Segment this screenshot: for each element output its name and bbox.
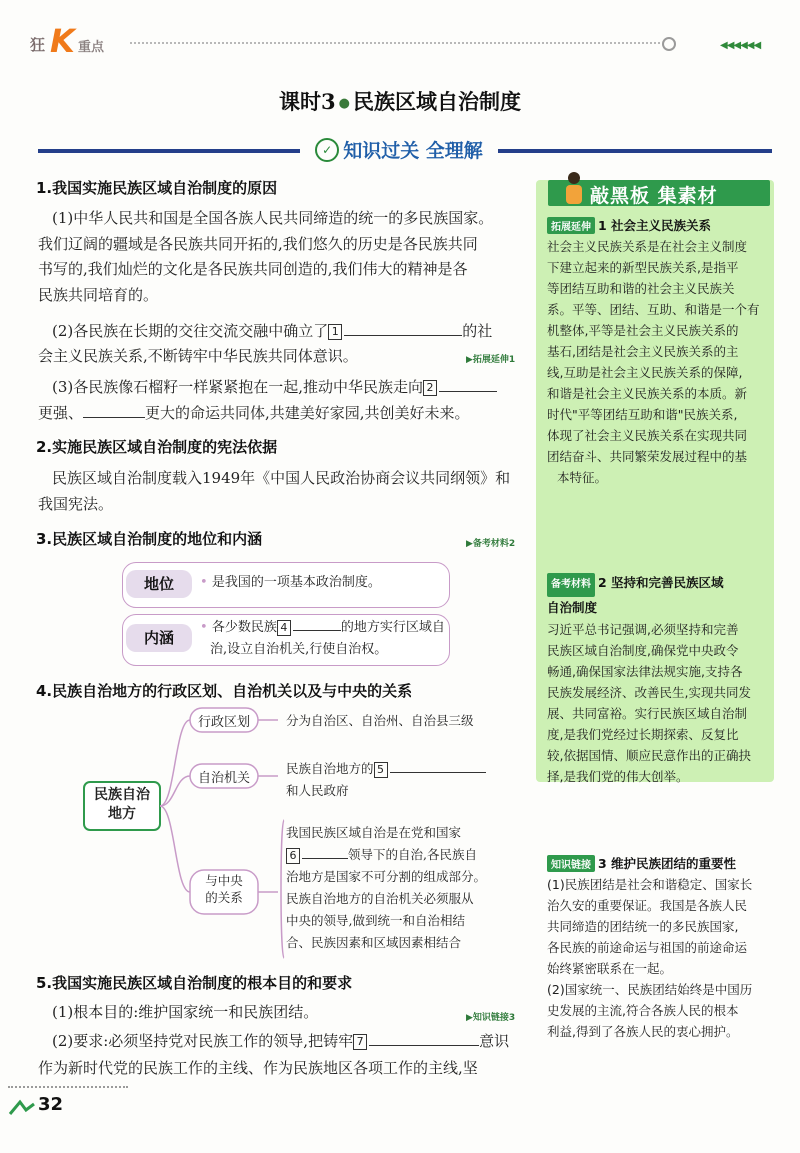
text-line: 史发展的主流,符合各族人民的根本 <box>547 1003 739 1018</box>
text-line: 民族自治 <box>94 787 150 803</box>
text-span: 更强、 <box>38 404 84 422</box>
section-5-para-2 <box>52 1028 509 1055</box>
text-span: 的社 <box>462 322 493 340</box>
sidebar-block-3 <box>547 854 769 1042</box>
text-line: 与中央 <box>205 873 243 888</box>
top-divider <box>130 42 660 44</box>
section-4-heading: 4.民族自治地方的行政区划、自治机关以及与中央的关系 <box>36 682 413 700</box>
section-1-para-2 <box>52 318 532 345</box>
block-2-body <box>547 619 769 787</box>
text-line: 治地方是国家不可分割的组成部分。 <box>286 869 487 884</box>
text-line: 团结奋斗、共同繁荣发展过程中的基 <box>547 449 748 464</box>
block-1-body <box>547 236 769 488</box>
lesson-separator-icon: ● <box>338 96 350 111</box>
text-line: 治久安的重要保证。我国是各族人民 <box>547 898 748 913</box>
tag-extension-1[interactable]: ▶拓展延伸1 <box>466 355 516 365</box>
text-line: 民族区域自治制度载入1949年《中国人民政治协商会议共同纲领》和 <box>52 469 511 487</box>
text-span: 各少数民族 <box>211 620 277 635</box>
blank-number: 7 <box>353 1034 367 1050</box>
blank-number: 6 <box>286 848 300 864</box>
section-5-heading: 5.我国实施民族区域自治制度的根本目的和要求 <box>36 974 353 992</box>
branch-line <box>160 776 190 806</box>
text-span: 民族自治地方的 <box>286 761 374 776</box>
section-banner <box>302 136 496 164</box>
lesson-number: 课时3 <box>279 89 336 114</box>
text-line: 和谐是社会主义民族关系的本质。新 <box>547 386 748 401</box>
text-span: 1 社会主义民族关系 <box>598 218 712 233</box>
block-3-body <box>547 874 769 1042</box>
branch-label-3 <box>190 872 258 906</box>
text-line: 较,依据国情、顺应民意作出的正确抉 <box>547 748 751 763</box>
text-line: 民族发展经济、改善民生,实现共同发 <box>547 685 751 700</box>
brace <box>281 820 284 958</box>
text-line: 习近平总书记强调,必须坚持和完善 <box>547 622 739 637</box>
text-line: 地方 <box>108 806 136 822</box>
page-number: 32 <box>38 1094 64 1115</box>
brand-text-b: 重点 <box>78 40 105 55</box>
branch-label-2: 自治机关 <box>197 771 250 786</box>
branch-2-text <box>286 758 486 802</box>
text-line: 各民族的前途命运与祖国的前途命运 <box>547 940 748 955</box>
block-3-heading <box>547 854 769 872</box>
text-line: 基石,团结是社会主义民族关系的主 <box>547 344 739 359</box>
text-span: (3)各民族像石榴籽一样紧紧抱在一起,推动中华民族走向 <box>52 378 424 396</box>
page-number-badge <box>8 1094 86 1118</box>
text-line: 民族区域自治制度,确保党中央政令 <box>547 643 739 658</box>
branch-line <box>160 720 190 806</box>
text-span: 意识 <box>479 1032 510 1050</box>
text-line: (1)中华人民共和国是全国各族人民共同缔造的统一的多民族国家。 <box>52 209 494 227</box>
branch-line <box>160 806 190 892</box>
brand-text-a: 狂 <box>30 36 46 54</box>
text-line: 下建立起来的新型民族关系,是指平 <box>547 260 739 275</box>
branch-1-text: 分为自治区、自治州、自治县三级 <box>286 713 474 728</box>
text-line: 机整体,平等是社会主义民族关系的 <box>547 323 739 338</box>
text-span: 2 坚持和完善民族区域 <box>598 575 724 590</box>
text-line: 和人民政府 <box>286 783 349 798</box>
text-line: 择,是我们党的伟大创举。 <box>547 769 689 784</box>
text-span: (2)各民族在长期的交往交流交融中确立了 <box>52 322 329 340</box>
section-1-para-1 <box>38 206 532 308</box>
text-line: 本特征。 <box>557 470 608 485</box>
connotation-label: 内涵 <box>126 624 192 652</box>
brand-logo <box>30 22 120 62</box>
text-line: (1)民族团结是社会和谐稳定、国家长 <box>547 877 753 892</box>
text-line: 的关系 <box>205 890 243 905</box>
brand-k: K <box>50 22 75 60</box>
block-2-heading <box>547 572 769 619</box>
text-line: 展、共同富裕。实行民族区域自治制 <box>547 706 748 721</box>
text-span: 的地方实行区域自 <box>340 620 445 635</box>
text-span: 更大的命运共同体,共建美好家园,共创美好未来。 <box>145 404 470 422</box>
text-line: 民族自治地方的自治机关必须服从 <box>286 891 474 906</box>
blank-field[interactable] <box>390 758 486 773</box>
section-5-para-3: 作为新时代党的民族工作的主线、作为民族地区各项工作的主线,坚 <box>38 1059 478 1077</box>
section-2-para <box>38 466 532 517</box>
section-3-heading: 3.民族区域自治制度的地位和内涵 <box>36 530 263 548</box>
text-line: 书写的,我们灿烂的文化是各民族共同创造的,我们伟大的精神是各 <box>38 260 468 278</box>
banner-title: 知识过关 全理解 <box>343 140 483 162</box>
text-line: 度,是我们党经过长期探索、反复比 <box>547 727 739 742</box>
footer-divider <box>8 1086 128 1088</box>
check-icon: ✓ <box>315 138 339 162</box>
section-1-heading: 1.我国实施民族区域自治制度的原因 <box>36 179 278 197</box>
lesson-subject: 民族区域自治制度 <box>352 89 521 114</box>
text-line: 等团结互助和谐的社会主义民族关 <box>547 281 735 296</box>
sidebar-title: 敲黑板 集素材 <box>590 185 718 207</box>
blank-field[interactable] <box>83 400 145 418</box>
tag-knowledge-link-3[interactable]: ▶知识链接3 <box>466 1013 516 1023</box>
blank-field[interactable] <box>344 318 462 336</box>
text-line: 社会主义民族关系是在社会主义制度 <box>547 239 748 254</box>
text-line: 我国民族区域自治是在党和国家 <box>286 825 462 840</box>
text-line: 我国宪法。 <box>38 494 114 513</box>
text-line: 共同缔造的团结统一的多民族国家, <box>547 919 739 934</box>
block-1-heading <box>547 216 769 234</box>
text-span: 3 维护民族团结的重要性 <box>598 856 737 871</box>
text-line: 系。平等、团结、互助、和谐是一个有 <box>547 302 760 317</box>
section-5-para-1: (1)根本目的:维护国家统一和民族团结。 <box>52 1003 319 1021</box>
teacher-icon <box>560 170 588 206</box>
sidebar-block-1 <box>547 216 769 488</box>
status-text: • 是我国的一项基本政治制度。 <box>200 575 381 590</box>
section-1-para-3b <box>38 400 470 427</box>
section-1-para-2b: 会主义民族关系,不断铸牢中华民族共同体意识。 <box>38 347 358 365</box>
text-line: 自治制度 <box>547 600 598 615</box>
text-line: 民族共同培育的。 <box>38 285 159 304</box>
badge: 知识链接 <box>547 855 595 872</box>
connotation-text: • 各少数民族 4 的地方实行区域自 治,设立自治机关,行使自治权。 <box>200 616 445 661</box>
badge: 备考材料 <box>547 573 595 597</box>
text-line: 线,互助是社会主义民族关系的保障, <box>547 365 743 380</box>
sidebar-block-2 <box>547 572 769 787</box>
blank-number: 2 <box>423 380 437 396</box>
tag-exam-material-2[interactable]: ▶备考材料2 <box>466 539 516 549</box>
text-line: 合、民族因素和区域因素相结合 <box>286 935 462 950</box>
blank-field[interactable] <box>302 844 348 859</box>
blank-number: 1 <box>328 324 342 340</box>
section-2-heading: 2.实施民族区域自治制度的宪法依据 <box>36 438 278 456</box>
arrows-icon: ◀◀◀◀◀◀ <box>720 40 761 51</box>
blank-field[interactable] <box>439 374 497 392</box>
branch-label-1: 行政区划 <box>197 715 250 730</box>
mind-map-root-label <box>84 786 160 824</box>
text-line: 中央的领导,做到统一和自治相结 <box>286 913 465 928</box>
text-line: 治,设立自治机关,行使自治权。 <box>210 642 388 657</box>
text-span: 是我国的一项基本政治制度。 <box>211 575 381 590</box>
page-icon <box>8 1096 38 1118</box>
status-label: 地位 <box>126 570 192 598</box>
blank-field[interactable] <box>293 616 341 631</box>
top-circle-icon <box>662 37 676 51</box>
banner-bar-left <box>38 149 300 153</box>
text-line: 时代"平等团结互助和谐"民族关系, <box>547 407 738 422</box>
text-span: 领导下的自治,各民族自 <box>348 847 477 862</box>
section-1-para-3 <box>52 374 497 401</box>
text-span: (2)要求:必须坚持党对民族工作的领导,把铸牢 <box>52 1032 354 1050</box>
lesson-title <box>0 86 800 116</box>
banner-bar-right <box>498 149 772 153</box>
blank-number: 5 <box>374 762 388 778</box>
badge: 拓展延伸 <box>547 217 595 234</box>
text-line: 利益,得到了各族人民的衷心拥护。 <box>547 1024 739 1039</box>
text-line: 体现了社会主义民族关系在实现共同 <box>547 428 748 443</box>
text-line: 始终紧密联系在一起。 <box>547 961 673 976</box>
text-line: (2)国家统一、民族团结始终是中国历 <box>547 982 753 997</box>
branch-3-text <box>286 822 486 954</box>
blank-field[interactable] <box>369 1028 479 1046</box>
blank-number: 4 <box>277 620 291 636</box>
text-line: 我们辽阔的疆域是各民族共同开拓的,我们悠久的历史是各民族共同 <box>38 234 478 253</box>
text-line: 畅通,确保国家法律法规实施,支持各 <box>547 664 743 679</box>
